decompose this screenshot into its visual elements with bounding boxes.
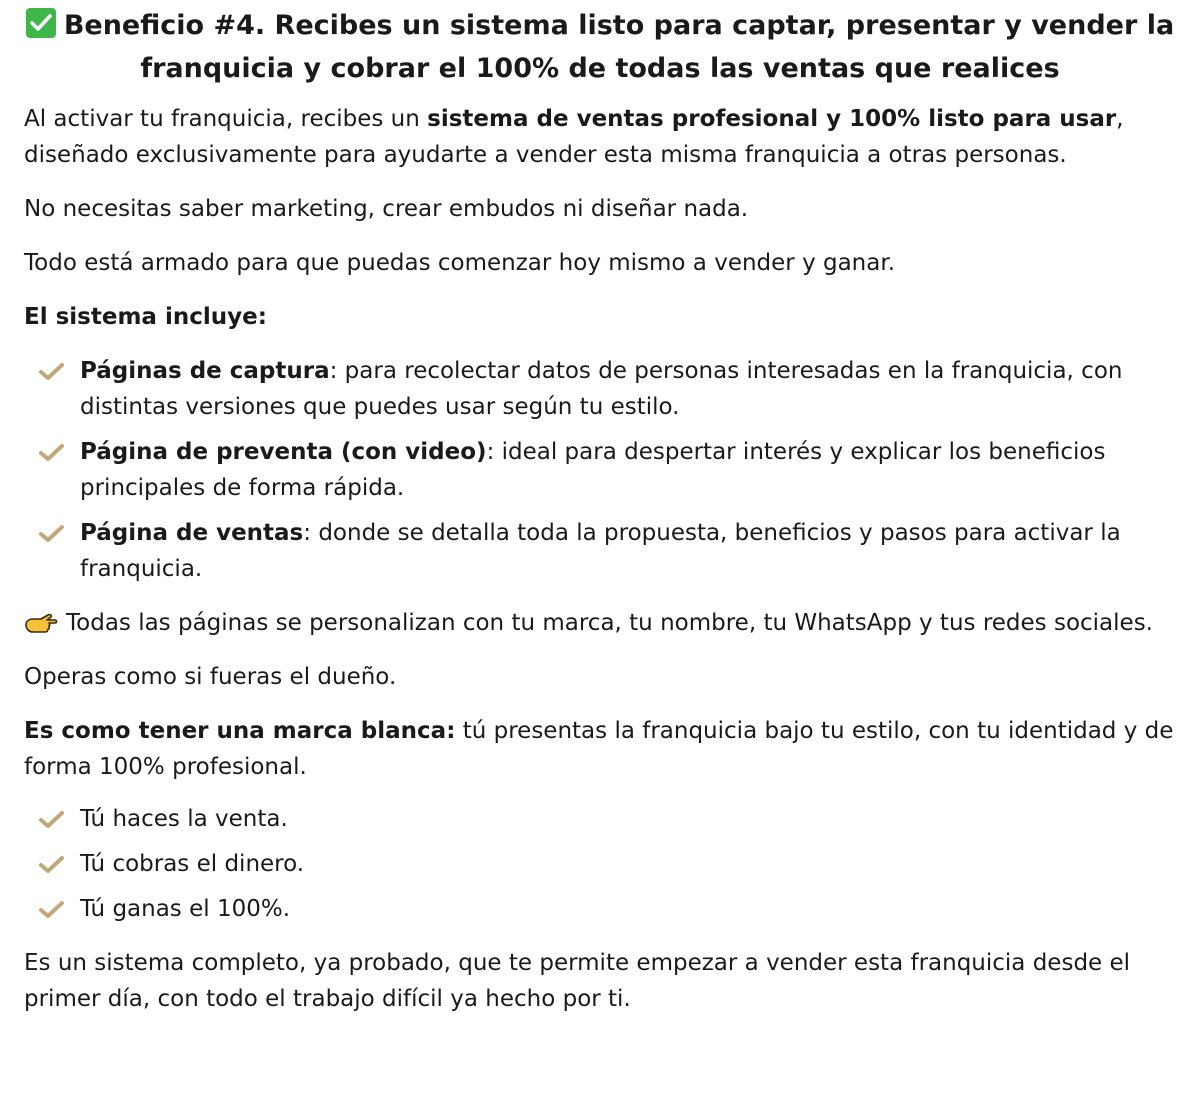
check-mark-icon bbox=[38, 898, 66, 920]
list-item-title: Página de ventas bbox=[80, 520, 304, 546]
list-item-text: Tú ganas el 100%. bbox=[80, 896, 291, 922]
benefit-heading-text: Beneficio #4. Recibes un sistema listo para captar, presentar y vender la franquicia y cobrar el 100% de todas las ventas que realices bbox=[63, 10, 1175, 84]
check-mark-button-icon bbox=[26, 8, 56, 38]
list-item bbox=[24, 515, 1176, 587]
todo-armado-paragraph: Todo está armado para que puedas comenzar hoy mismo a vender y ganar. bbox=[24, 250, 896, 276]
list-item bbox=[24, 801, 1176, 837]
you-list bbox=[24, 801, 1176, 927]
marca-blanca-bold: Es como tener una marca blanca: bbox=[24, 718, 456, 744]
list-item-text: : donde se detalla toda la propuesta, beneficios y pasos para activar la franquicia. bbox=[80, 520, 1121, 582]
marca-blanca-text: tú presentas la franquicia bajo tu estilo, con tu identidad y de forma 100% profesional. bbox=[24, 718, 1174, 780]
personalize-paragraph bbox=[24, 605, 1176, 641]
list-item bbox=[24, 891, 1176, 927]
list-item bbox=[24, 353, 1176, 425]
list-item-text: Tú haces la venta. bbox=[80, 806, 288, 832]
list-item-title: Página de preventa (con video) bbox=[80, 439, 487, 465]
check-mark-icon bbox=[38, 853, 66, 875]
includes-heading bbox=[24, 299, 1176, 335]
no-marketing-paragraph: No necesitas saber marketing, crear embudos ni diseñar nada. bbox=[24, 196, 749, 222]
check-mark-icon bbox=[38, 360, 66, 382]
list-item-text: : para recolectar datos de personas interesadas en la franquicia, con distintas versiones que puedes usar según tu estilo. bbox=[80, 358, 1123, 420]
marca-blanca-paragraph bbox=[24, 713, 1176, 785]
includes-list bbox=[24, 353, 1176, 587]
intro-text-end: , diseñado exclusivamente para ayudarte a vender esta misma franquicia a otras personas. bbox=[24, 106, 1124, 168]
pointing-hand-icon bbox=[24, 612, 58, 634]
list-item-text: : ideal para despertar interés y explicar los beneficios principales de forma rápida. bbox=[80, 439, 1106, 501]
list-item bbox=[24, 434, 1176, 506]
intro-text-start: Al activar tu franquicia, recibes un bbox=[24, 106, 428, 132]
check-mark-icon bbox=[38, 808, 66, 830]
check-mark-icon bbox=[38, 522, 66, 544]
list-item-text: Tú cobras el dinero. bbox=[80, 851, 305, 877]
includes-heading-text: El sistema incluye: bbox=[24, 304, 267, 330]
closing-paragraph: Es un sistema completo, ya probado, que te permite empezar a vender esta franquicia desde el primer día, con todo el trabajo difícil ya hecho por ti. bbox=[24, 950, 1131, 1012]
personalize-text: Todas las páginas se personalizan con tu marca, tu nombre, tu WhatsApp y tus redes sociales. bbox=[66, 610, 1153, 636]
intro-bold-text: sistema de ventas profesional y 100% listo para usar bbox=[427, 106, 1117, 132]
list-item bbox=[24, 846, 1176, 882]
list-item-title: Páginas de captura bbox=[80, 358, 330, 384]
check-mark-icon bbox=[38, 441, 66, 463]
operas-paragraph: Operas como si fueras el dueño. bbox=[24, 664, 397, 690]
benefit-heading bbox=[24, 0, 1176, 90]
intro-paragraph bbox=[24, 101, 1176, 173]
